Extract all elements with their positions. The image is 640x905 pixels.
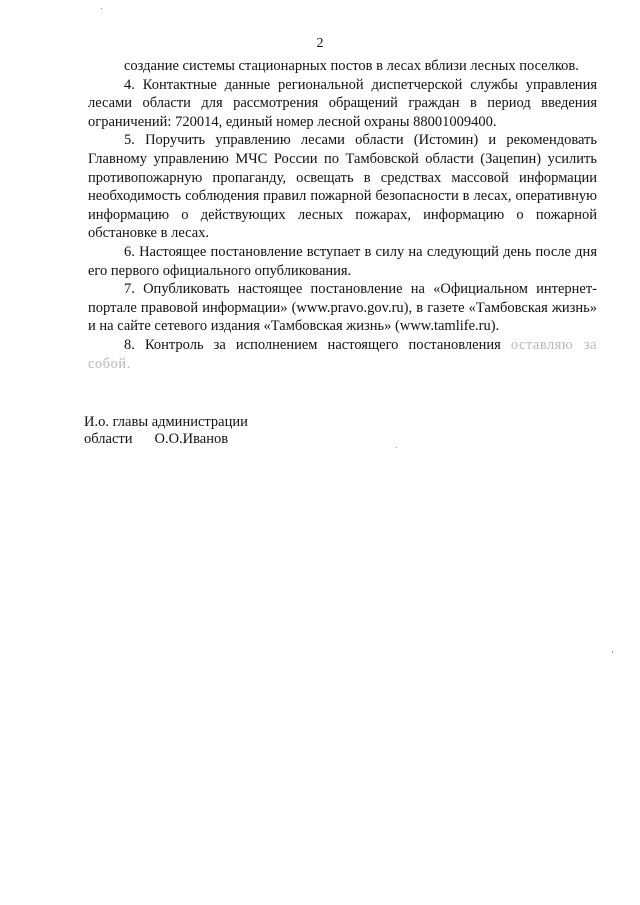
signatory-region: области [84,431,133,447]
page-number: 2 [316,36,324,51]
control-text: 8. Контроль за исполнением настоящего постановления [124,336,501,353]
signatory-name: О.О.Иванов [154,431,229,447]
paragraph-contact-data: 4. Контактные данные региональной диспетчерской службы управления лесами области для рассмотрения обращений граждан в период введения ограничений: 720014, единый номер лесной охраны 88001009400. [88,76,597,130]
control-text-faded: оставляю за собой. [88,336,597,372]
paragraph-publication: 7. Опубликовать настоящее постановление на «Официальном интернет-портале правовой информации» (www.pravo.gov.ru), в газете «Тамбовская жизнь» и на сайте сетевого издания «Тамбовская жизнь» (www.tamlife.ru). [88,281,597,335]
paragraph-propaganda-order: 5. Поручить управлению лесами области (Истомин) и рекомендовать Главному управлению МЧС России по Тамбовской области (Зацепин) усилить противопожарную пропаганду, освещать в средствах массовой информации необходимость соблюдения правил пожарной безопасности в лесах, оперативную информацию о действующих лесных пожарах, информацию о пожарной обстановке в лесах. [88,132,597,242]
paragraph-effective-date: 6. Настоящее постановление вступает в силу на следующий день после дня его первого официального опубликования. [88,243,597,279]
paragraph-control [88,336,597,373]
paragraph-continuation: создание системы стационарных постов в лесах вблизи лесных поселков. [124,58,579,74]
scan-speck [612,651,613,653]
document-body [88,57,597,373]
scan-speck [101,8,102,9]
signatory-position: И.о. главы администрации [84,414,248,430]
signatory-line [84,431,404,448]
signature-block [84,414,404,448]
scan-speck [396,447,397,448]
